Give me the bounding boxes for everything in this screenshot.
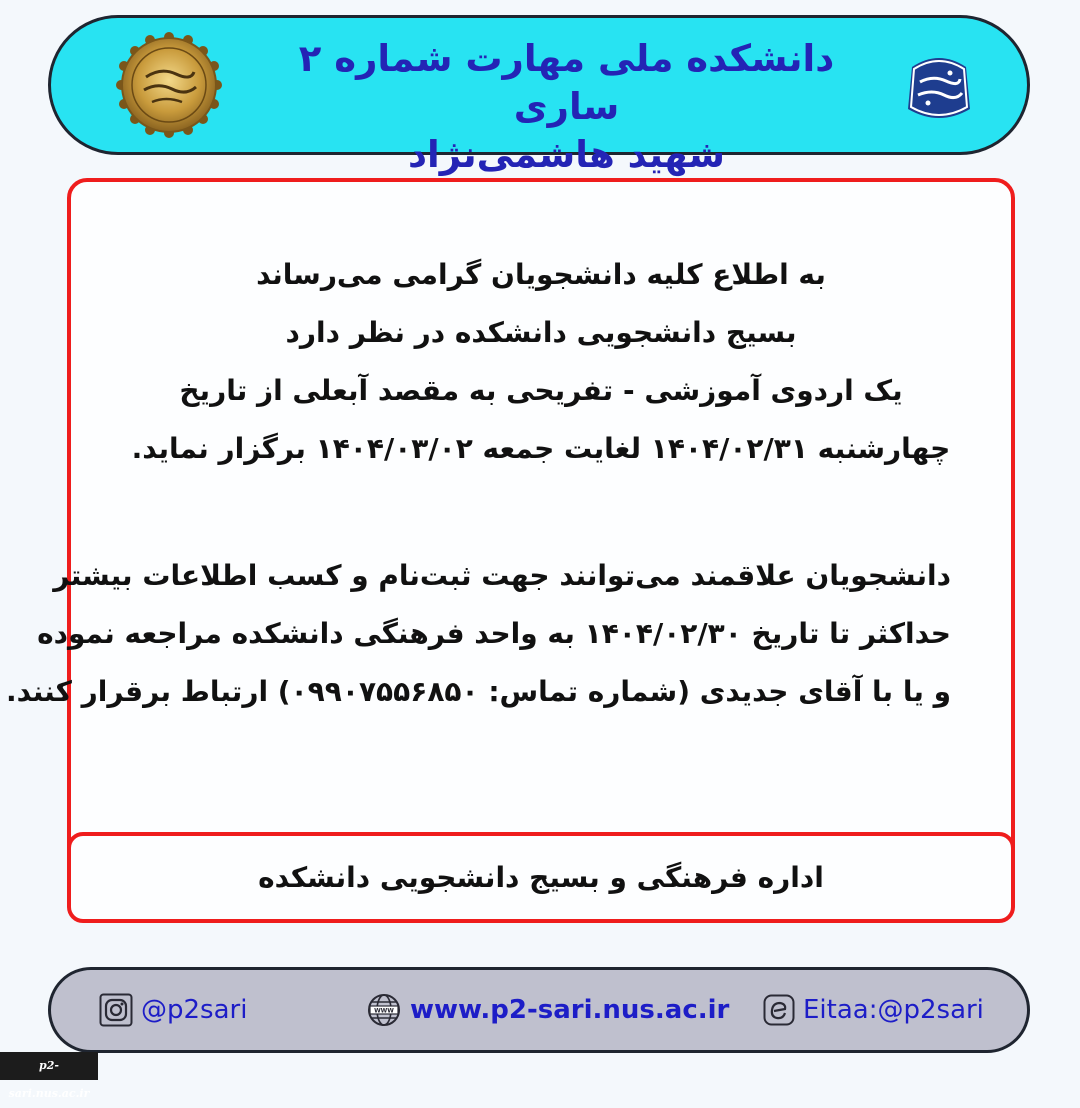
eitaa-icon bbox=[763, 994, 795, 1026]
site-watermark: p2-sari.nus.ac.ir bbox=[0, 1052, 98, 1080]
page-title bbox=[281, 35, 852, 179]
eitaa-handle: Eitaa:@p2sari bbox=[803, 995, 984, 1025]
signature-text: اداره فرهنگی و بسیج دانشجویی دانشکده bbox=[258, 861, 824, 894]
college-emblem-icon bbox=[898, 47, 980, 129]
paragraph-1-line: یک اردوی آموزشی - تفریحی به مقصد آبعلی از تاریخ bbox=[179, 374, 903, 407]
paragraph-1-line: به اطلاع کلیه دانشجویان گرامی می‌رساند bbox=[256, 258, 826, 291]
website-url: www.p2-sari.nus.ac.ir bbox=[410, 995, 730, 1025]
instagram-handle: @p2sari bbox=[141, 995, 248, 1025]
paragraph-2-line: حداکثر تا تاریخ ۱۴۰۴/۰۲/۳۰ به واحد فرهنگی دانشکده مراجعه نموده bbox=[37, 617, 951, 650]
globe-icon bbox=[366, 992, 402, 1028]
paragraph-1-line: چهارشنبه ۱۴۰۴/۰۲/۳۱ لغایت جمعه ۱۴۰۴/۰۳/۰۲ برگزار نماید. bbox=[131, 432, 951, 465]
svg-text:WWW: WWW bbox=[374, 1007, 394, 1015]
title-line-1: دانشکده ملی مهارت شماره ۲ ساری bbox=[298, 37, 835, 128]
instagram-contact[interactable] bbox=[99, 970, 247, 1050]
announcement-box bbox=[5, 178, 1015, 923]
contact-bar bbox=[48, 967, 1030, 1053]
eitaa-contact[interactable] bbox=[763, 970, 984, 1050]
website-contact[interactable] bbox=[366, 970, 729, 1050]
header-banner bbox=[48, 15, 1030, 176]
instagram-icon bbox=[99, 993, 133, 1027]
signature-strip bbox=[67, 832, 1015, 923]
paragraph-2-line: دانشجویان علاقمند می‌توانند جهت ثبت‌نام و کسب اطلاعات بیشتر bbox=[53, 559, 951, 592]
gold-seal-icon bbox=[116, 32, 222, 138]
announcement-paragraph-2 bbox=[5, 547, 951, 721]
paragraph-1-line: بسیج دانشجویی دانشکده در نظر دارد bbox=[285, 316, 797, 349]
paragraph-2-line: و یا با آقای جدیدی (شماره تماس: ۰۹۹۰۷۵۵۶۸۵۰) ارتباط برقرار کنند. bbox=[5, 675, 951, 708]
announcement-paragraph-1 bbox=[131, 246, 951, 478]
title-line-2: شهید هاشمی‌نژاد bbox=[408, 133, 725, 176]
